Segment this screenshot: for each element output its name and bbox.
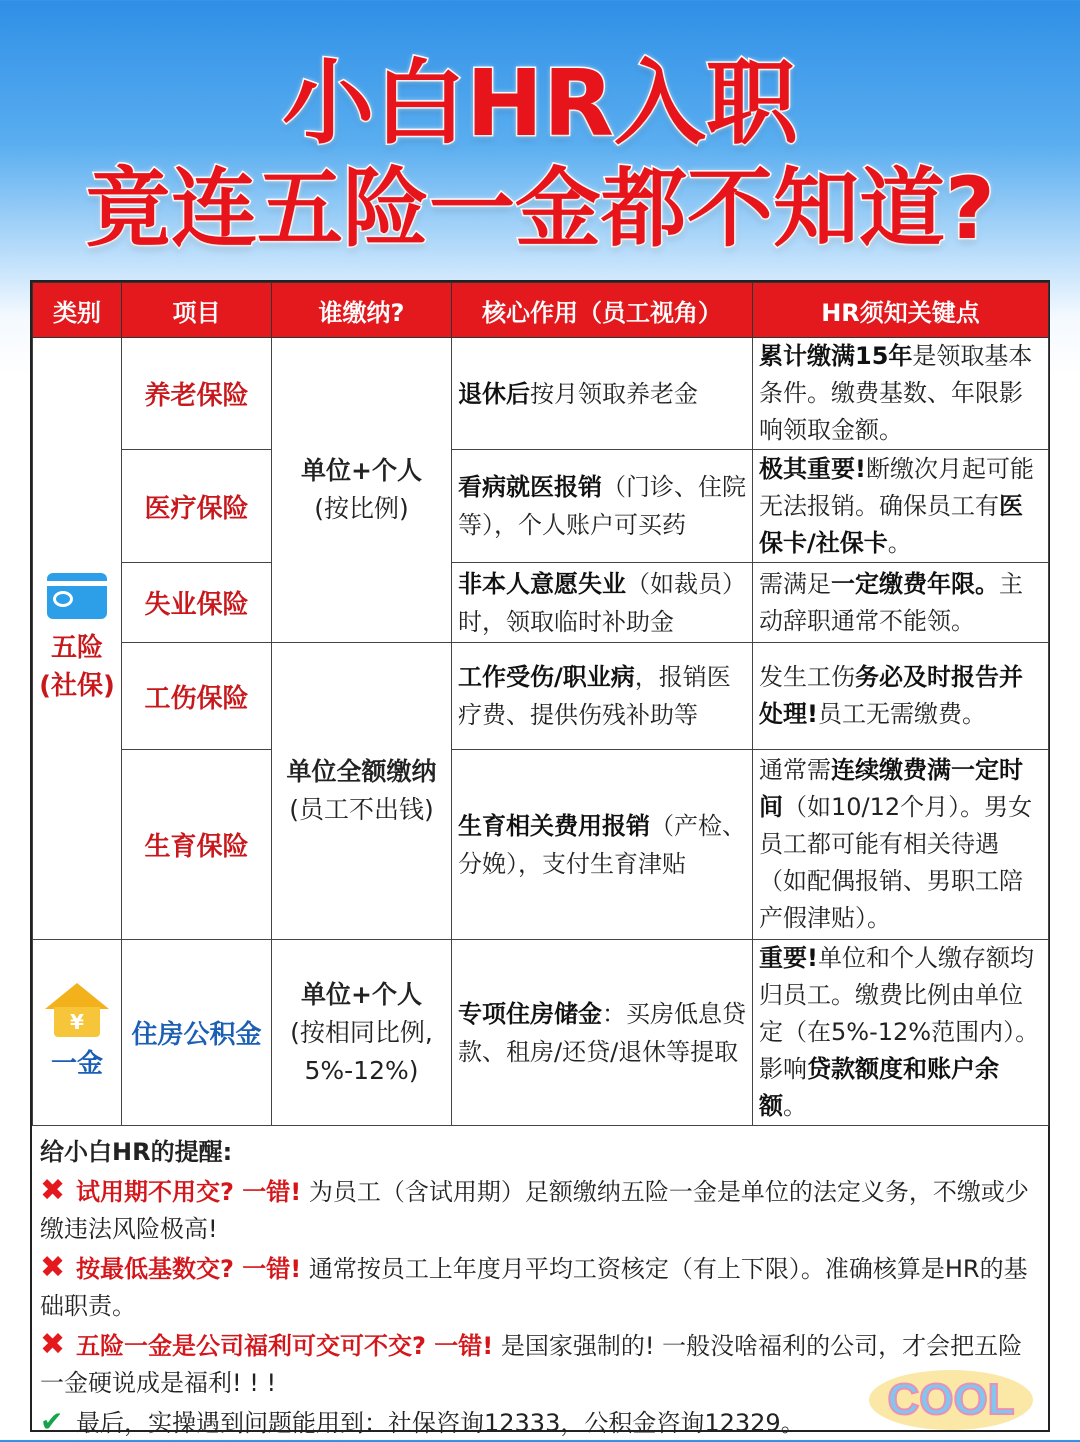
item-pension: 养老保险 xyxy=(122,338,272,450)
sticker-text: COOL xyxy=(887,1375,1014,1424)
table-row xyxy=(33,450,1049,563)
who-pays-group-3-line-2: (按相同比例, xyxy=(272,1014,451,1052)
reminder-text: 最后，实操遇到问题能用到：社保咨询12333，公积金咨询12329。 xyxy=(76,1409,805,1437)
who-pays-group-2 xyxy=(272,643,452,940)
core-pension: 退休后按月领取养老金 xyxy=(452,338,753,450)
who-pays-group-2-line-1: 单位全额缴纳 xyxy=(286,757,436,786)
category-wuxian xyxy=(33,338,122,940)
table-row xyxy=(33,563,1049,643)
item-maternity: 生育保险 xyxy=(122,750,272,940)
core-medical: 看病就医报销（门诊、住院等），个人账户可买药 xyxy=(452,450,753,563)
header-category: 类别 xyxy=(33,283,122,338)
title-line-1: 小白HR入职 xyxy=(0,58,1080,150)
insurance-table xyxy=(32,282,1049,1126)
reminder-item xyxy=(40,1172,1040,1249)
item-housing-fund: 住房公积金 xyxy=(122,940,272,1126)
who-pays-group-1-line-1: 单位+个人 xyxy=(301,456,422,485)
who-pays-group-3-line-3: 5%-12%) xyxy=(272,1052,451,1090)
cross-icon: ✖ xyxy=(40,1326,76,1364)
page-title xyxy=(0,58,1080,252)
key-unemployment: 需满足一定缴费年限。主动辞职通常不能领。 xyxy=(753,563,1049,643)
reminder-myth: 按最低基数交? 一错! xyxy=(76,1255,301,1283)
house-icon: ¥ xyxy=(45,983,109,1039)
cross-icon: ✖ xyxy=(40,1249,76,1287)
header-who-pays: 谁缴纳? xyxy=(272,283,452,338)
reminder-text: 通常按员工上年度月平均工资核定（有上下限）。准确核算是HR的基础职责。 xyxy=(40,1255,1028,1321)
item-medical: 医疗保险 xyxy=(122,450,272,563)
header-core-function: 核心作用（员工视角） xyxy=(452,283,753,338)
category-yijin-label: 一金 xyxy=(33,1045,121,1083)
insurance-table-container xyxy=(30,280,1050,1432)
who-pays-group-3-line-1: 单位+个人 xyxy=(301,980,422,1009)
reminder-myth: 试用期不用交? 一错! xyxy=(76,1178,301,1206)
reminder-text: 是国家强制的! 一般没啥福利的公司，才会把五险一金硬说成是福利! ! ! xyxy=(40,1332,1022,1398)
header-item: 项目 xyxy=(122,283,272,338)
reminder-text: 为员工（含试用期）足额缴纳五险一金是单位的法定义务，不缴或少缴违法风险极高! xyxy=(40,1178,1029,1244)
table-row xyxy=(33,940,1049,1126)
who-pays-group-1 xyxy=(272,338,452,643)
title-line-2: 竟连五险一金都不知道? xyxy=(0,166,1080,252)
category-wuxian-label-1: 五险 xyxy=(33,629,121,667)
table-row xyxy=(33,643,1049,750)
core-work-injury: 工作受伤/职业病，报销医疗费、提供伤残补助等 xyxy=(452,643,753,750)
cool-sticker-icon xyxy=(866,1362,1036,1432)
core-housing-fund: 专项住房储金：买房低息贷款、租房/还贷/退休等提取 xyxy=(452,940,753,1126)
table-row xyxy=(33,338,1049,450)
table-row xyxy=(33,750,1049,940)
reminder-myth: 五险一金是公司福利可交可不交? 一错! xyxy=(76,1332,493,1360)
key-housing-fund: 重要!单位和个人缴存额均归员工。缴费比例由单位定（在5%-12%范围内）。影响贷款额度和账户余额。 xyxy=(753,940,1049,1126)
header-hr-key-points: HR须知关键点 xyxy=(753,283,1049,338)
who-pays-group-3 xyxy=(272,940,452,1126)
category-wuxian-label-2: (社保) xyxy=(33,667,121,705)
check-icon: ✔ xyxy=(40,1403,76,1441)
item-unemployment: 失业保险 xyxy=(122,563,272,643)
category-yijin xyxy=(33,940,122,1126)
reminder-item xyxy=(40,1249,1040,1326)
core-maternity: 生育相关费用报销（产检、分娩），支付生育津贴 xyxy=(452,750,753,940)
who-pays-group-2-line-2: (员工不出钱) xyxy=(272,791,451,829)
core-unemployment: 非本人意愿失业（如裁员）时，领取临时补助金 xyxy=(452,563,753,643)
cross-icon: ✖ xyxy=(40,1172,76,1210)
key-work-injury: 发生工伤务必及时报告并处理!员工无需缴费。 xyxy=(753,643,1049,750)
key-medical: 极其重要!断缴次月起可能无法报销。确保员工有医保卡/社保卡。 xyxy=(753,450,1049,563)
item-work-injury: 工伤保险 xyxy=(122,643,272,750)
table-header-row xyxy=(33,283,1049,338)
reminder-heading: 给小白HR的提醒: xyxy=(40,1134,1040,1172)
key-maternity: 通常需连续缴费满一定时间（如10/12个月）。男女员工都可能有相关待遇（如配偶报销、男职工陪产假津贴）。 xyxy=(753,750,1049,940)
who-pays-group-1-line-2: (按比例) xyxy=(272,490,451,528)
social-security-card-icon xyxy=(47,573,107,619)
key-pension: 累计缴满15年是领取基本条件。缴费基数、年限影响领取金额。 xyxy=(753,338,1049,450)
